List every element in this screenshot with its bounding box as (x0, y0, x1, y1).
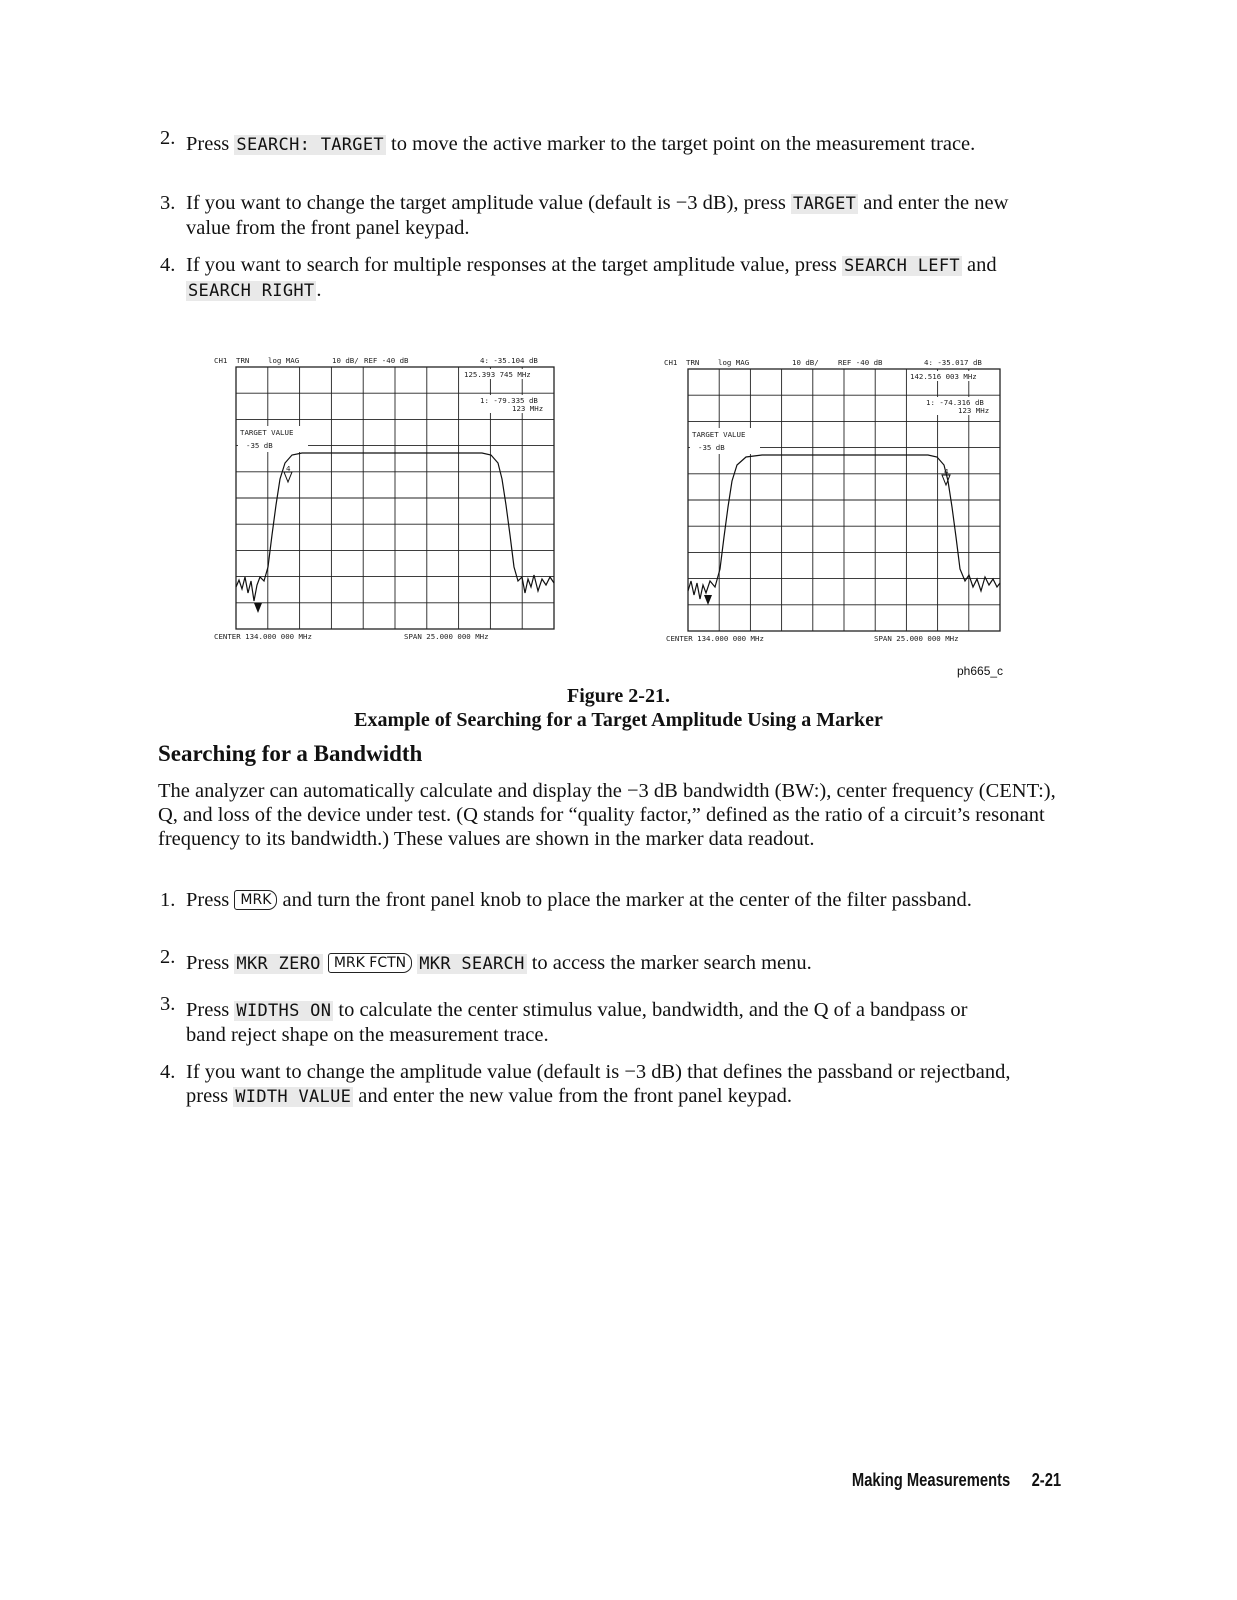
step-number: 3. (160, 993, 176, 1015)
marker-number: 4 (944, 467, 949, 476)
analyzer-screen-right (662, 355, 1012, 655)
screen-header: TRN (236, 356, 250, 365)
marker-number: 4 (286, 464, 291, 473)
marker-triangle (284, 472, 292, 482)
screen-header: 10 dB/ (792, 358, 819, 367)
screen-header: CH1 (664, 358, 678, 367)
screen-header: CH1 (214, 356, 228, 365)
softkey-mkr-search: MKR SEARCH (419, 954, 525, 974)
screen-header: TRN (686, 358, 700, 367)
marker-1-triangle (254, 603, 262, 613)
center-frequency: CENTER 134.000 000 MHz (666, 634, 764, 643)
marker-1-triangle (704, 595, 712, 605)
section-intro: The analyzer can automatically calculate and display the −3 dB bandwidth (BW:), center frequency (CENT:), Q, and loss of the device under test. (Q stands for “quality factor,” defined as the ratio of a circuit’s resonant frequency to its bandwidth.) These values are shown in the marker data readout. (158, 780, 1056, 850)
marker1-readout: 1: -79.335 dB (480, 396, 538, 405)
step-number: 3. (160, 192, 176, 214)
softkey-target: TARGET (792, 194, 857, 214)
step-text: If you want to change the target amplitude value (default is −3 dB), press (186, 192, 791, 214)
figure-id: ph665_c (957, 664, 1004, 678)
step-text: Press (186, 999, 235, 1021)
screen-header: log MAG (718, 358, 750, 367)
figure-title: Example of Searching for a Target Amplitude Using a Marker (354, 709, 883, 731)
step-text: and turn the front panel knob to place the marker at the center of the filter passband. (277, 889, 972, 911)
target-value: -35 dB (246, 441, 273, 450)
step-text: and enter the new value from the front panel keypad. (186, 192, 1009, 239)
screen-header: 10 dB/ (332, 356, 359, 365)
center-frequency: CENTER 134.000 000 MHz (214, 632, 312, 641)
step-text: Press (186, 133, 235, 155)
step-text: and enter the new value from the front panel keypad. (353, 1085, 793, 1107)
softkey-width-value: WIDTH VALUE (235, 1087, 352, 1107)
analyzer-screen-left (212, 355, 562, 655)
step-text: If you want to search for multiple responses at the target amplitude value, press (186, 254, 842, 276)
step-number: 4. (160, 254, 176, 276)
marker1-readout: 1: -74.316 dB (926, 398, 984, 407)
figure-number: Figure 2-21. (567, 685, 670, 707)
screen-header: REF -40 dB (364, 356, 409, 365)
screen-header: REF -40 dB (838, 358, 883, 367)
step-text: If you want to change the amplitude value (default is −3 dB) that defines the passband or rejectband, press (186, 1061, 1011, 1107)
softkey-search-target: SEARCH: TARGET (236, 135, 384, 155)
footer (852, 1470, 1061, 1491)
softkey-widths-on: WIDTHS ON (236, 1001, 332, 1021)
step-number: 2. (160, 127, 176, 149)
step-text: Press (186, 952, 235, 974)
step-number: 4. (160, 1061, 176, 1083)
marker-readout: 4: -35.104 dB (480, 356, 538, 365)
target-value-label: TARGET VALUE (692, 430, 746, 439)
marker1-frequency: 123 MHz (958, 406, 990, 415)
marker1-frequency: 123 MHz (512, 404, 544, 413)
marker-frequency: 142.516 003 MHz (910, 372, 977, 381)
step-text: to move the active marker to the target point on the measurement trace. (385, 133, 976, 155)
span: SPAN 25.000 000 MHz (404, 632, 489, 641)
marker-frequency: 125.393 745 MHz (464, 370, 531, 379)
marker-readout: 4: -35.017 dB (924, 358, 982, 367)
step-text: to access the marker search menu. (526, 952, 812, 974)
footer-section: Making Measurements (851, 1470, 1011, 1490)
step-text: Press (186, 889, 235, 911)
target-value-label: TARGET VALUE (240, 428, 294, 437)
section-heading: Searching for a Bandwidth (158, 741, 423, 766)
hardkey-mrk: MRK (234, 890, 277, 910)
step-text: . (316, 279, 322, 301)
softkey-search-right: SEARCH RIGHT (188, 281, 315, 301)
page-number: 2-21 (1031, 1470, 1061, 1490)
step-number: 2. (160, 946, 176, 968)
hardkey-mrk-fctn: MRK FCTN (328, 953, 412, 973)
span: SPAN 25.000 000 MHz (874, 634, 959, 643)
softkey-mkr-zero: MKR ZERO (236, 954, 321, 974)
screen-header: log MAG (268, 356, 300, 365)
step-text: and (961, 254, 997, 276)
softkey-search-left: SEARCH LEFT (844, 256, 960, 276)
step-text: to calculate the center stimulus value, bandwidth, and the Q of a bandpass or band reject shape on the measurement trace. (186, 999, 968, 1046)
target-value: -35 dB (698, 443, 725, 452)
step-number: 1. (160, 889, 176, 911)
